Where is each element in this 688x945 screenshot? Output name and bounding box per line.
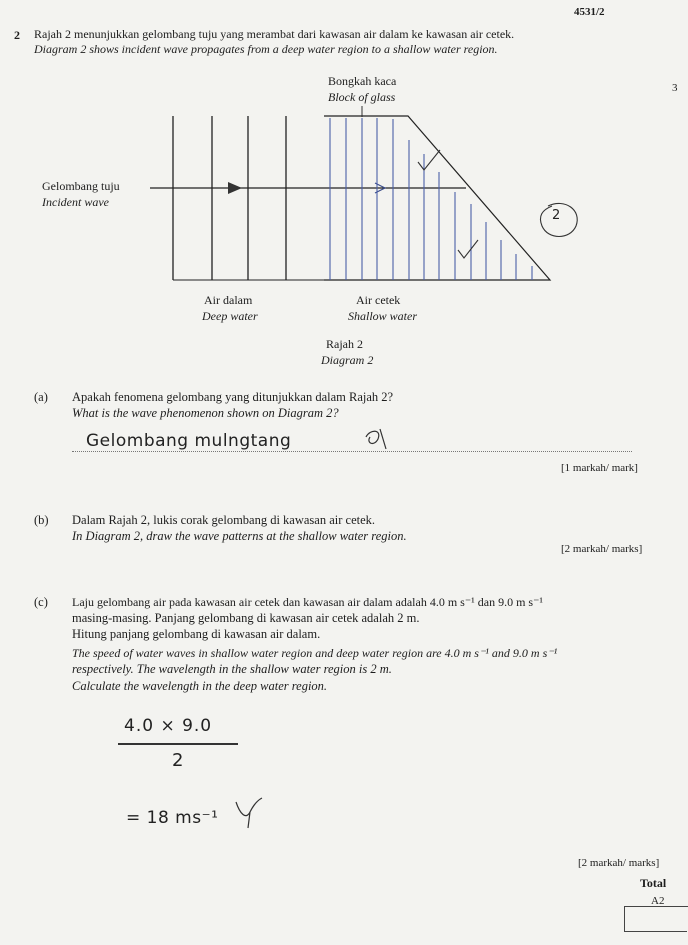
part-c-marks: [2 markah/ marks] [578, 857, 660, 869]
part-c-question-en-1: The speed of water waves in shallow water region and deep water region are 4.0 m s⁻¹ and 9.0 m s⁻¹ [72, 646, 558, 660]
working-denominator: 2 [172, 750, 184, 771]
question-intro-en: Diagram 2 shows incident wave propagates from a deep water region to a shallow water region. [34, 42, 498, 56]
part-b-marks: [2 markah/ marks] [561, 543, 643, 555]
block-label-ms: Bongkah kaca [328, 74, 397, 88]
total-label: Total [640, 876, 667, 890]
total-score-box [624, 906, 687, 932]
part-a-answer: Gelombang mulngtang [86, 431, 292, 451]
part-c-question-ms-3: Hitung panjang gelombang di kawasan air dalam. [72, 627, 321, 641]
shallow-label-en: Shallow water [348, 309, 418, 323]
caption-en: Diagram 2 [321, 353, 374, 367]
part-a-question-en: What is the wave phenomenon shown on Diagram 2? [72, 406, 339, 420]
total-code: A2 [651, 895, 665, 907]
part-c-question-en-3: Calculate the wavelength in the deep water region. [72, 679, 328, 693]
part-a-label: (a) [34, 390, 48, 404]
part-c-question-ms-1: Laju gelombang air pada kawasan air cetek dan kawasan air dalam adalah 4.0 m s⁻¹ dan 9.0 m s⁻¹ [72, 595, 544, 609]
tick-mark-2 [458, 240, 478, 258]
part-a-marks: [1 markah/ mark] [561, 462, 638, 474]
tick-mark-1 [418, 150, 440, 170]
working-result: = 18 ms⁻¹ [126, 808, 219, 828]
incident-arrow-head [228, 182, 242, 194]
deep-label-en: Deep water [202, 309, 258, 323]
caption-ms: Rajah 2 [326, 337, 363, 351]
working-numerator: 4.0 × 9.0 [124, 716, 213, 736]
part-a-question-ms: Apakah fenomena gelombang yang ditunjukkan dalam Rajah 2? [72, 390, 394, 404]
wave-diagram [0, 0, 688, 340]
incident-label-en: Incident wave [42, 195, 109, 209]
block-label-en: Block of glass [328, 90, 396, 104]
fraction-bar [118, 743, 238, 745]
part-b-question-ms: Dalam Rajah 2, lukis corak gelombang di kawasan air cetek. [72, 513, 376, 527]
part-c-label: (c) [34, 595, 48, 609]
question-number: 2 [14, 28, 20, 42]
part-c-question-en-2: respectively. The wavelength in the shallow water region is 2 m. [72, 662, 392, 676]
margin-mark: 3 [672, 82, 678, 94]
cross-mark-c [232, 794, 272, 834]
teacher-score: 2 [552, 208, 561, 223]
question-intro-ms: Rajah 2 menunjukkan gelombang tuju yang merambat dari kawasan air dalam ke kawasan air cetek. [34, 27, 515, 41]
part-b-label: (b) [34, 513, 49, 527]
part-b-question-en: In Diagram 2, draw the wave patterns at the shallow water region. [72, 529, 407, 543]
shallow-label-ms: Air cetek [356, 293, 401, 307]
tick-mark-a [360, 425, 400, 455]
deep-label-ms: Air dalam [204, 293, 253, 307]
paper-code: 4531/2 [574, 6, 605, 18]
incident-label-ms: Gelombang tuju [42, 179, 120, 193]
part-c-question-ms-2: masing-masing. Panjang gelombang di kawasan air cetek adalah 2 m. [72, 611, 420, 625]
